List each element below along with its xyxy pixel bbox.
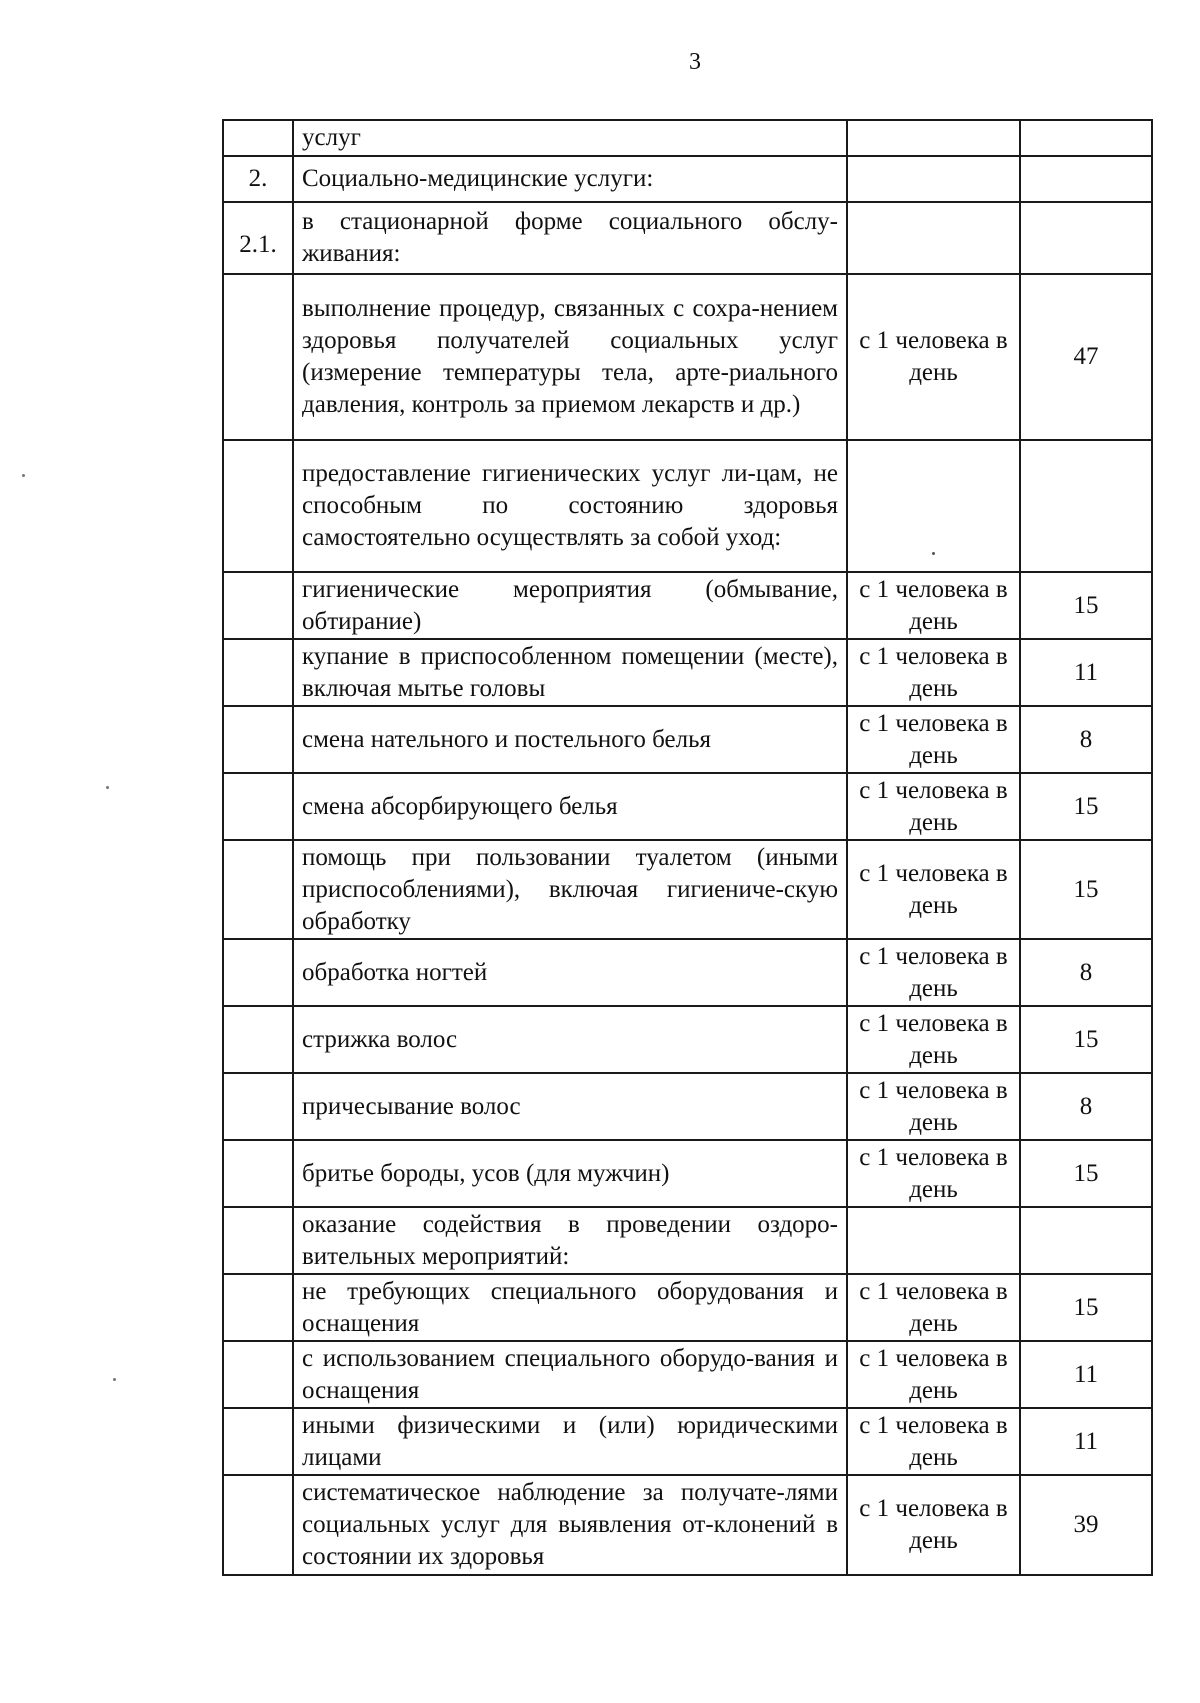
- row-number: [223, 1073, 293, 1140]
- service-description: с использованием специального оборудо-вания и оснащения: [293, 1341, 847, 1408]
- service-description: гигиенические мероприятия (обмывание, обтирание): [293, 572, 847, 639]
- table-row: [223, 1140, 1152, 1207]
- row-number: [223, 440, 293, 572]
- service-description: бритье бороды, усов (для мужчин): [293, 1140, 847, 1207]
- value-cell: 11: [1020, 1408, 1152, 1475]
- table-row: [223, 1408, 1152, 1475]
- service-description: смена абсорбирующего белья: [293, 773, 847, 840]
- unit-cell: [847, 156, 1020, 202]
- value-cell: 8: [1020, 706, 1152, 773]
- service-description: обработка ногтей: [293, 939, 847, 1006]
- unit-cell: с 1 человека в день: [847, 1408, 1020, 1475]
- row-number: 2.: [223, 156, 293, 202]
- unit-cell: с 1 человека в день: [847, 639, 1020, 706]
- table-row: [223, 706, 1152, 773]
- value-cell: 39: [1020, 1475, 1152, 1575]
- unit-cell: с 1 человека в день: [847, 1006, 1020, 1073]
- unit-cell: с 1 человека в день: [847, 572, 1020, 639]
- unit-cell: с 1 человека в день: [847, 706, 1020, 773]
- table-row: [223, 440, 1152, 572]
- value-cell: [1020, 1207, 1152, 1274]
- table-row: [223, 156, 1152, 202]
- service-description: систематическое наблюдение за получате-лями социальных услуг для выявления от-клонений в состоянии их здоровья: [293, 1475, 847, 1575]
- table-row: [223, 639, 1152, 706]
- row-number: [223, 274, 293, 440]
- row-number: 2.1.: [223, 202, 293, 274]
- unit-cell: с 1 человека в день: [847, 840, 1020, 939]
- unit-cell: с 1 человека в день: [847, 1073, 1020, 1140]
- row-number: [223, 1207, 293, 1274]
- value-cell: 15: [1020, 1006, 1152, 1073]
- table-row: [223, 1006, 1152, 1073]
- row-number: [223, 1408, 293, 1475]
- service-description: услуг: [293, 120, 847, 156]
- service-description: помощь при пользовании туалетом (иными приспособлениями), включая гигиениче-скую обработку: [293, 840, 847, 939]
- unit-cell: с 1 человека в день: [847, 1274, 1020, 1341]
- row-number: [223, 706, 293, 773]
- table-row: [223, 1274, 1152, 1341]
- table-row: [223, 120, 1152, 156]
- unit-cell: с 1 человека в день: [847, 1140, 1020, 1207]
- row-number: [223, 639, 293, 706]
- unit-cell: с 1 человека в день: [847, 1475, 1020, 1575]
- services-table: [222, 119, 1153, 1576]
- value-cell: 15: [1020, 572, 1152, 639]
- service-description: оказание содействия в проведении оздоро-вительных мероприятий:: [293, 1207, 847, 1274]
- row-number: [223, 773, 293, 840]
- row-number: [223, 1475, 293, 1575]
- service-description: купание в приспособленном помещении (месте), включая мытье головы: [293, 639, 847, 706]
- value-cell: 11: [1020, 639, 1152, 706]
- value-cell: 11: [1020, 1341, 1152, 1408]
- row-number: [223, 1006, 293, 1073]
- scan-speck: [113, 1378, 116, 1381]
- table-row: [223, 939, 1152, 1006]
- table-row: [223, 1475, 1152, 1575]
- row-number: [223, 572, 293, 639]
- service-description: выполнение процедур, связанных с сохра-нением здоровья получателей социальных услуг (измерение температуры тела, арте-риального давления, контроль за приемом лекарств и др.): [293, 274, 847, 440]
- scan-speck: [22, 474, 25, 477]
- table-row: [223, 1073, 1152, 1140]
- unit-cell: с 1 человека в день: [847, 1341, 1020, 1408]
- table-row: [223, 1341, 1152, 1408]
- value-cell: [1020, 120, 1152, 156]
- value-cell: [1020, 440, 1152, 572]
- table-row: [223, 840, 1152, 939]
- unit-cell: [847, 120, 1020, 156]
- service-description: Социально-медицинские услуги:: [293, 156, 847, 202]
- value-cell: 15: [1020, 840, 1152, 939]
- value-cell: 8: [1020, 1073, 1152, 1140]
- unit-cell: с 1 человека в день: [847, 939, 1020, 1006]
- service-description: стрижка волос: [293, 1006, 847, 1073]
- service-description: причесывание волос: [293, 1073, 847, 1140]
- service-description: иными физическими и (или) юридическими лицами: [293, 1408, 847, 1475]
- value-cell: [1020, 156, 1152, 202]
- service-description: смена нательного и постельного белья: [293, 706, 847, 773]
- row-number: [223, 1140, 293, 1207]
- value-cell: 15: [1020, 773, 1152, 840]
- table-row: [223, 572, 1152, 639]
- service-description: в стационарной форме социального обслу-живания:: [293, 202, 847, 274]
- services-table-body: [223, 120, 1152, 1575]
- scan-dot: [932, 552, 935, 555]
- row-number: [223, 1341, 293, 1408]
- table-row: [223, 202, 1152, 274]
- unit-cell: с 1 человека в день: [847, 274, 1020, 440]
- table-row: [223, 274, 1152, 440]
- value-cell: [1020, 202, 1152, 274]
- unit-cell: [847, 440, 1020, 572]
- unit-cell: [847, 202, 1020, 274]
- value-cell: 15: [1020, 1274, 1152, 1341]
- row-number: [223, 120, 293, 156]
- scan-speck: [106, 786, 109, 789]
- value-cell: 47: [1020, 274, 1152, 440]
- value-cell: 15: [1020, 1140, 1152, 1207]
- table-row: [223, 1207, 1152, 1274]
- table-row: [223, 773, 1152, 840]
- service-description: предоставление гигиенических услуг ли-цам, не способным по состоянию здоровья самостоятельно осуществлять за собой уход:: [293, 440, 847, 572]
- row-number: [223, 939, 293, 1006]
- row-number: [223, 840, 293, 939]
- page-number: 3: [689, 49, 701, 75]
- service-description: не требующих специального оборудования и оснащения: [293, 1274, 847, 1341]
- value-cell: 8: [1020, 939, 1152, 1006]
- row-number: [223, 1274, 293, 1341]
- unit-cell: с 1 человека в день: [847, 773, 1020, 840]
- unit-cell: [847, 1207, 1020, 1274]
